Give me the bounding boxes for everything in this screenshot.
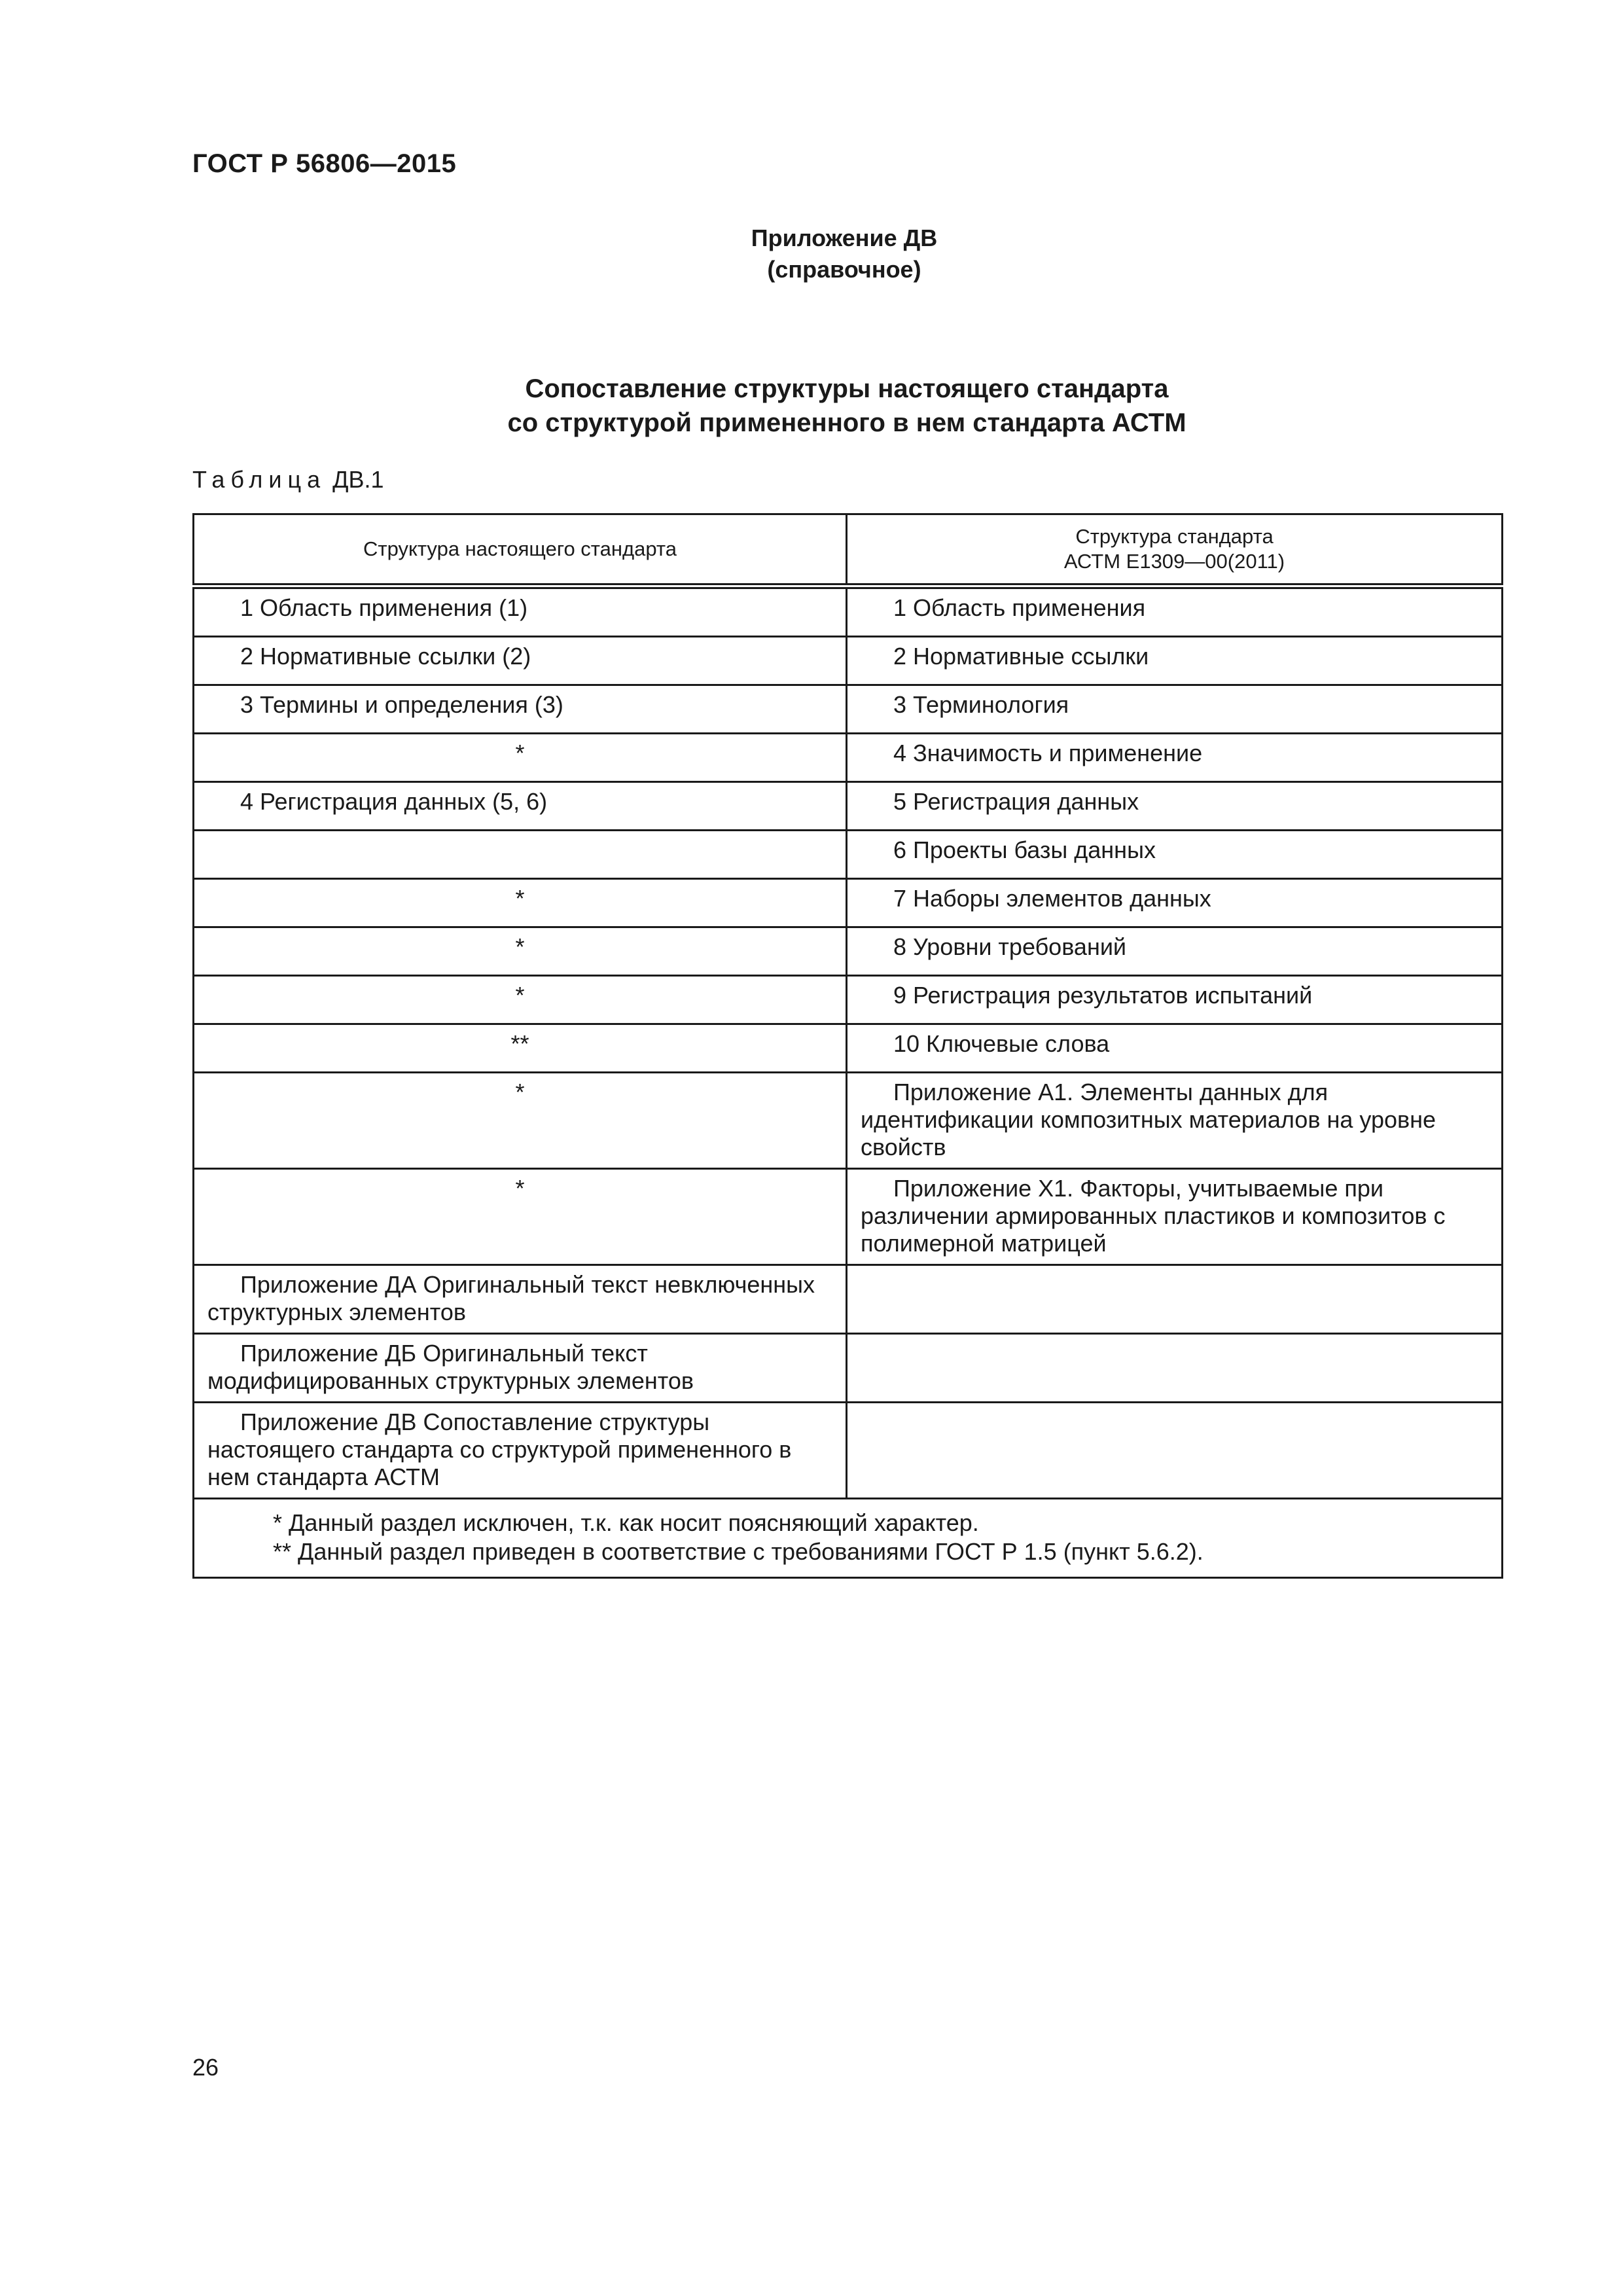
cell-astm: 4 Значимость и применение [847, 734, 1503, 782]
table-row [194, 734, 1503, 782]
cell-astm [847, 1334, 1503, 1403]
table-row [194, 1024, 1503, 1073]
cell-current: * [194, 976, 847, 1024]
cell-current: Приложение ДА Оригинальный текст невключенных структурных элементов [194, 1265, 847, 1334]
table-row [194, 976, 1503, 1024]
cell-astm: 6 Проекты базы данных [847, 831, 1503, 879]
cell-astm: Приложение Х1. Факторы, учитываемые при различении армированных пластиков и композитов с полимерной матрицей [847, 1169, 1503, 1265]
footnote-single-star: * Данный раздел исключен, т.к. как носит поясняющий характер. [273, 1509, 979, 1536]
table-footnotes-row [194, 1499, 1503, 1578]
appendix-name: Приложение ДВ [751, 224, 938, 251]
cell-astm: 8 Уровни требований [847, 927, 1503, 976]
cell-current: * [194, 927, 847, 976]
cell-astm: 7 Наборы элементов данных [847, 879, 1503, 927]
table-row [194, 879, 1503, 927]
cell-astm: 1 Область применения [847, 586, 1503, 637]
table-header-row [194, 514, 1503, 586]
table-row [194, 1334, 1503, 1403]
cell-astm [847, 1403, 1503, 1499]
table-caption [192, 466, 384, 493]
cell-astm: 2 Нормативные ссылки [847, 637, 1503, 685]
cell-current: 2 Нормативные ссылки (2) [194, 637, 847, 685]
cell-current: ** [194, 1024, 847, 1073]
table-caption-word: Таблица [192, 466, 327, 493]
section-title [192, 372, 1501, 440]
cell-astm: 10 Ключевые слова [847, 1024, 1503, 1073]
cell-current: 3 Термины и определения (3) [194, 685, 847, 734]
table-row [194, 1403, 1503, 1499]
table-row [194, 1265, 1503, 1334]
cell-current: * [194, 879, 847, 927]
appendix-heading [0, 223, 1623, 285]
table-caption-number: ДВ.1 [326, 466, 384, 493]
table-row [194, 927, 1503, 976]
table-row [194, 831, 1503, 879]
document-code: ГОСТ Р 56806—2015 [192, 149, 457, 178]
cell-astm [847, 1265, 1503, 1334]
cell-current: * [194, 1169, 847, 1265]
table-row [194, 637, 1503, 685]
footnote-double-star: ** Данный раздел приведен в соответствие с требованиями ГОСТ Р 1.5 (пункт 5.6.2). [273, 1538, 1204, 1565]
header-col-astm-line1: Структура стандарта [1075, 525, 1274, 548]
header-col-astm-line2: АСТМ Е1309—00(2011) [1063, 550, 1285, 573]
cell-current: 4 Регистрация данных (5, 6) [194, 782, 847, 831]
table-row [194, 1073, 1503, 1169]
cell-astm: 3 Терминология [847, 685, 1503, 734]
table-footnotes [194, 1499, 1503, 1578]
cell-current: Приложение ДБ Оригинальный текст модифицированных структурных элементов [194, 1334, 847, 1403]
cell-astm: 9 Регистрация результатов испытаний [847, 976, 1503, 1024]
appendix-kind: (справочное) [767, 256, 921, 283]
cell-current: 1 Область применения (1) [194, 586, 847, 637]
cell-current [194, 831, 847, 879]
cell-current: Приложение ДВ Сопоставление структуры настоящего стандарта со структурой примененного в нем стандарта АСТМ [194, 1403, 847, 1499]
cell-current: * [194, 1073, 847, 1169]
header-col-current-standard: Структура настоящего стандарта [194, 514, 847, 586]
comparison-table [192, 513, 1503, 1579]
table-row [194, 782, 1503, 831]
header-col-astm-standard [847, 514, 1503, 586]
page-number: 26 [192, 2054, 219, 2081]
cell-current: * [194, 734, 847, 782]
section-title-line1: Сопоставление структуры настоящего стандарта [525, 374, 1169, 403]
table-row [194, 685, 1503, 734]
table-row [194, 586, 1503, 637]
table-row [194, 1169, 1503, 1265]
section-title-line2: со структурой примененного в нем стандарта АСТМ [507, 408, 1186, 437]
cell-astm: 5 Регистрация данных [847, 782, 1503, 831]
cell-astm: Приложение А1. Элементы данных для идентификации композитных материалов на уровне свойств [847, 1073, 1503, 1169]
